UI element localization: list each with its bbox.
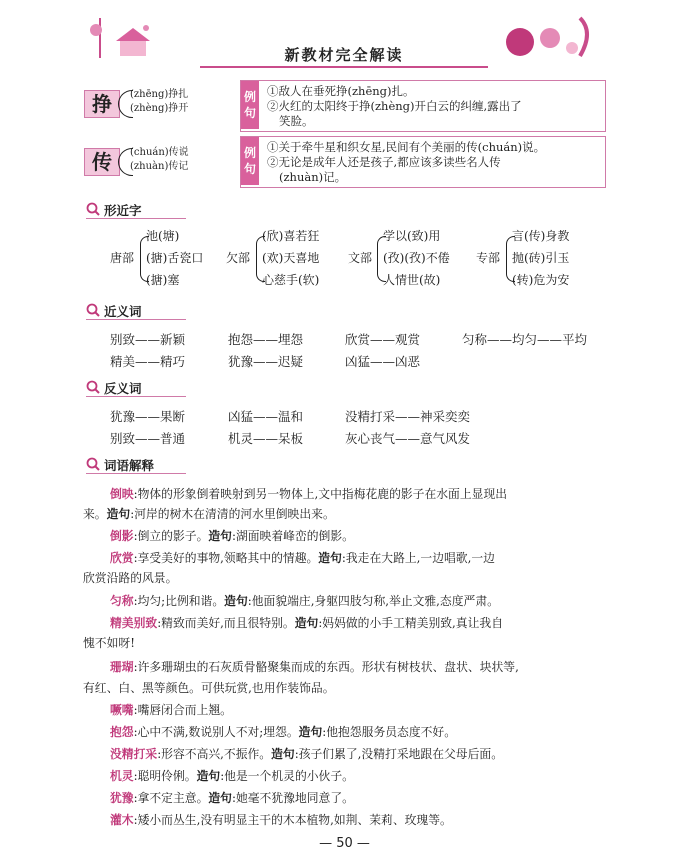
explanation-line [110, 788, 630, 808]
example-sentence: :湖面映着峰峦的倒影。 [231, 529, 354, 543]
example-sentence: :河岸的树木在清清的河水里倒映出来。 [130, 507, 335, 521]
section-title: 近义词 [104, 304, 142, 319]
definition: :均匀;比例和谐。 [133, 594, 225, 608]
explanation-line [110, 766, 630, 786]
zaoju-label: 造句 [318, 551, 342, 565]
example-sentence: 欣赏沿路的风景。 [83, 571, 178, 585]
page-header [80, 14, 608, 68]
radical-label: 唐部 [110, 251, 135, 265]
magnifier-icon [86, 457, 100, 471]
section-underline [86, 396, 186, 397]
xingjin-item: 人情世(故) [383, 273, 441, 287]
example-line: ①关于牵牛星和织女星,民间有个美丽的传(chuán)说。 [267, 140, 546, 154]
explanation-line [110, 613, 630, 633]
xingjin-item: 言(传)身教 [512, 229, 570, 243]
term: 倒映 [110, 487, 134, 501]
definition: :精致而美好,而且很特别。 [157, 616, 295, 630]
xingjin-item: (欣)喜若狂 [262, 229, 320, 243]
xingjin-item: (转)危为安 [512, 273, 570, 287]
term: 精美别致 [110, 616, 158, 630]
example-box [240, 80, 606, 132]
section-underline [86, 319, 186, 320]
antonym-pair: 没精打采——神采奕奕 [345, 409, 471, 424]
section-underline [86, 473, 186, 474]
synonym-pair: 凶猛——凶恶 [345, 354, 421, 369]
magnifier-icon [86, 202, 100, 216]
example-sentence: 愧不如呀! [83, 636, 135, 650]
reading: (zhēng)挣扎 [130, 89, 189, 100]
zaoju-label: 造句 [208, 791, 232, 805]
zaoju-label: 造句 [224, 594, 248, 608]
antonym-pair: 犹豫——果断 [110, 409, 186, 424]
antonym-pair: 灰心丧气——意气风发 [345, 431, 471, 446]
explanation-line [110, 810, 630, 830]
explanation-line [110, 657, 630, 677]
example-box [240, 136, 606, 188]
example-line: (zhuàn)记。 [279, 170, 347, 184]
definition: :矮小而丛生,没有明显主干的木本植物,如荆、茉莉、玫瑰等。 [133, 813, 452, 827]
term: 欣赏 [110, 551, 134, 565]
xingjin-item: 学以(致)用 [383, 229, 441, 243]
xingjin-item: (欢)天喜地 [262, 251, 320, 265]
term: 珊瑚 [110, 660, 134, 674]
xingjin-item: (搪)塞 [146, 273, 180, 287]
definition: :享受美好的事物,领略其中的情趣。 [133, 551, 319, 565]
explanation-line [110, 526, 630, 546]
synonym-pair: 欣赏——观赏 [345, 332, 421, 347]
magnifier-icon [86, 380, 100, 394]
example-line: ②火红的太阳终于挣(zhèng)开白云的纠缠,露出了 [267, 99, 522, 113]
reading: (zhèng)挣开 [130, 103, 189, 114]
example-line: 笑脸。 [279, 114, 314, 128]
definition: :聪明伶俐。 [133, 769, 197, 783]
explanation-line [110, 744, 630, 764]
explanation-line [110, 484, 630, 504]
explanation-line [83, 678, 603, 698]
section-title: 反义词 [104, 381, 142, 396]
definition: :形容不高兴,不振作。 [157, 747, 272, 761]
section-title: 形近字 [104, 203, 142, 218]
explanation-line [83, 504, 603, 524]
example-sentence: :妈妈做的小手工精美别致,真让我自 [318, 616, 503, 630]
zaoju-label: 造句 [208, 529, 232, 543]
section-title: 词语解释 [104, 458, 155, 473]
antonym-pair: 机灵——呆板 [228, 431, 304, 446]
synonym-pair: 抱怨——埋怨 [228, 332, 304, 347]
radical-label: 文部 [348, 251, 373, 265]
xingjin-item: (孜)(孜)不倦 [383, 251, 450, 265]
term: 没精打采 [110, 747, 158, 761]
term: 匀称 [110, 594, 134, 608]
polyphone-char: 传 [84, 148, 120, 176]
definition: :倒立的影子。 [133, 529, 209, 543]
definition: 有红、白、黑等颜色。可供玩赏,也用作装饰品。 [83, 681, 335, 695]
definition: :许多珊瑚虫的石灰质骨骼聚集而成的东西。形状有树枝状、盘状、块状等, [133, 660, 519, 674]
zaoju-label: 造句 [106, 507, 131, 521]
antonym-pair: 凶猛——温和 [228, 409, 304, 424]
example-tag: 例句 [241, 81, 259, 129]
example-sentence: :她毫不犹豫地同意了。 [231, 791, 354, 805]
radical-label: 欠部 [226, 251, 251, 265]
term: 倒影 [110, 529, 134, 543]
example-line: ①敌人在垂死挣(zhēng)扎。 [267, 84, 415, 98]
explanation-line [83, 633, 603, 653]
xingjin-item: (搪)舌瓷口 [146, 251, 204, 265]
definition: :心中不满,数说别人不对;埋怨。 [133, 725, 299, 739]
term: 灌木 [110, 813, 134, 827]
synonym-pair: 别致——新颖 [110, 332, 186, 347]
explanation-line [110, 700, 630, 720]
term: 犹豫 [110, 791, 134, 805]
definition: :物体的形象倒着映射到另一物体上,文中指梅花鹿的影子在水面上显现出 [133, 487, 508, 501]
reading: (chuán)传说 [130, 147, 189, 158]
xingjin-item: 抛(砖)引玉 [512, 251, 570, 265]
page-title: 新教材完全解读 [284, 46, 404, 64]
section-underline [86, 218, 186, 219]
example-line: ②无论是成年人还是孩子,都应该多读些名人传 [267, 155, 501, 169]
polyphone-char: 挣 [84, 90, 120, 118]
zaoju-label: 造句 [271, 747, 295, 761]
synonym-pair: 精美——精巧 [110, 354, 186, 369]
synonym-pair: 匀称——均匀——平均 [462, 332, 588, 347]
xingjin-item: 池(塘) [146, 229, 180, 243]
explanation-line [83, 568, 603, 588]
zaoju-label: 造句 [294, 616, 319, 630]
antonym-pair: 别致——普通 [110, 431, 186, 446]
magnifier-icon [86, 303, 100, 317]
radical-label: 专部 [476, 251, 501, 265]
example-sentence: :我走在大路上,一边唱歌,一边 [341, 551, 495, 565]
definition: :拿不定主意。 [133, 791, 209, 805]
term: 机灵 [110, 769, 134, 783]
zaoju-label: 造句 [298, 725, 323, 739]
page-number: — 50 — [319, 836, 370, 851]
definition: 来。 [83, 507, 107, 521]
explanation-line [110, 591, 630, 611]
term: 抱怨 [110, 725, 134, 739]
reading: (zhuàn)传记 [130, 161, 189, 172]
example-sentence: :孩子们累了,没精打采地跟在父母后面。 [294, 747, 503, 761]
example-sentence: :他抱怨服务员态度不好。 [322, 725, 457, 739]
zaoju-label: 造句 [196, 769, 221, 783]
example-sentence: :他是一个机灵的小伙子。 [220, 769, 354, 783]
explanation-line [110, 722, 630, 742]
xingjin-item: 心慈手(软) [262, 273, 320, 287]
term: 噘嘴 [110, 703, 134, 717]
synonym-pair: 犹豫——迟疑 [228, 354, 304, 369]
definition: :嘴唇闭合而上翘。 [133, 703, 232, 717]
example-sentence: :他面貌端庄,身躯四肢匀称,举止文雅,态度严肃。 [247, 594, 499, 608]
example-tag: 例句 [241, 137, 259, 185]
header-divider [200, 66, 488, 68]
explanation-line [110, 548, 630, 568]
